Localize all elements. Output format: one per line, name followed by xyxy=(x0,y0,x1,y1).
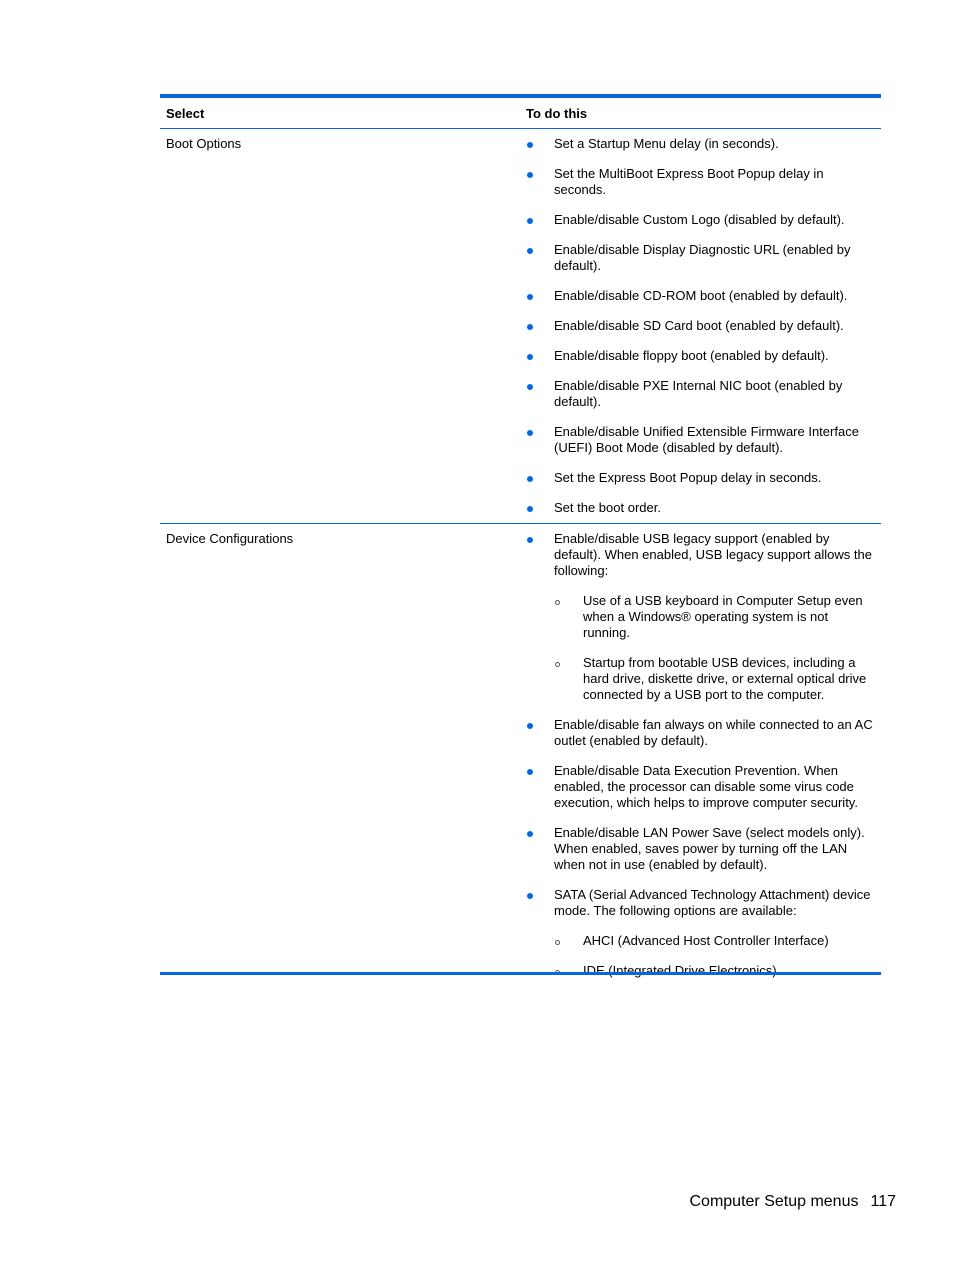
bullet-text: Enable/disable Data Execution Prevention. When enabled, the processor can disable some virus code execution, which helps to improve computer security. xyxy=(554,763,858,810)
bullet-text: SATA (Serial Advanced Technology Attachment) device mode. The following options are available: xyxy=(554,887,871,918)
bullet-text: Enable/disable CD-ROM boot (enabled by default). xyxy=(554,288,848,303)
bullet-item xyxy=(519,136,881,152)
bullet-item xyxy=(519,717,881,749)
bullet-text: Enable/disable USB legacy support (enabled by default). When enabled, USB legacy support allows the following: xyxy=(554,531,872,578)
footer-section-title: Computer Setup menus xyxy=(689,1193,859,1210)
bullet-item xyxy=(519,348,881,364)
bullet-text: Enable/disable LAN Power Save (select models only). When enabled, saves power by turning off the LAN when not in use (enabled by default). xyxy=(554,825,865,872)
bullet-text: Enable/disable Custom Logo (disabled by default). xyxy=(554,212,845,227)
bullet-text: Enable/disable Display Diagnostic URL (enabled by default). xyxy=(554,242,851,273)
bullet-item xyxy=(519,763,881,811)
bullet-item xyxy=(519,242,881,274)
bullet-text: Set a Startup Menu delay (in seconds). xyxy=(554,136,779,151)
header-todo: To do this xyxy=(526,106,588,121)
page-footer xyxy=(690,1193,897,1211)
table-body xyxy=(160,129,881,986)
row-select-cell: Boot Options xyxy=(166,136,242,151)
row-select-cell: Device Configurations xyxy=(166,531,294,546)
bullet-item xyxy=(519,825,881,873)
sub-bullet-item: IDE (Integrated Drive Electronics) xyxy=(554,963,877,979)
bullet-item xyxy=(519,378,881,410)
bullet-list xyxy=(519,136,881,516)
bullet-item xyxy=(519,887,881,979)
bullet-text: Enable/disable PXE Internal NIC boot (enabled by default). xyxy=(554,378,843,409)
sub-bullet-item: Use of a USB keyboard in Computer Setup even when a Windows® operating system is not running. xyxy=(554,593,877,641)
bullet-text: Set the boot order. xyxy=(554,500,661,515)
settings-table xyxy=(160,94,881,986)
bullet-item xyxy=(519,531,881,703)
bullet-text: Enable/disable fan always on while connected to an AC outlet (enabled by default). xyxy=(554,717,873,748)
bullet-item xyxy=(519,288,881,304)
row-todo-cell xyxy=(519,129,881,523)
bullet-item xyxy=(519,424,881,456)
bullet-text: Enable/disable SD Card boot (enabled by default). xyxy=(554,318,844,333)
bullet-text: Enable/disable floppy boot (enabled by default). xyxy=(554,348,829,363)
header-select: Select xyxy=(166,106,205,121)
bullet-item xyxy=(519,166,881,198)
table-row xyxy=(160,129,881,523)
bullet-item xyxy=(519,318,881,334)
table-header xyxy=(160,98,881,129)
sub-bullet-item: Startup from bootable USB devices, including a hard drive, diskette drive, or external optical drive connected by a USB port to the computer. xyxy=(554,655,877,703)
bullet-text: Enable/disable Unified Extensible Firmware Interface (UEFI) Boot Mode (disabled by default). xyxy=(554,424,859,455)
bullet-text: Set the MultiBoot Express Boot Popup delay in seconds. xyxy=(554,166,824,197)
sub-bullet-list xyxy=(554,593,877,703)
bullet-text: Set the Express Boot Popup delay in seconds. xyxy=(554,470,822,485)
sub-bullet-item: AHCI (Advanced Host Controller Interface) xyxy=(554,933,877,949)
page-number: 117 xyxy=(870,1193,896,1210)
bullet-item xyxy=(519,212,881,228)
table-row xyxy=(160,523,881,986)
table-bottom-rule xyxy=(160,972,881,975)
bullet-item xyxy=(519,500,881,516)
bullet-item xyxy=(519,470,881,486)
bullet-list xyxy=(519,531,881,979)
row-todo-cell xyxy=(519,524,881,986)
